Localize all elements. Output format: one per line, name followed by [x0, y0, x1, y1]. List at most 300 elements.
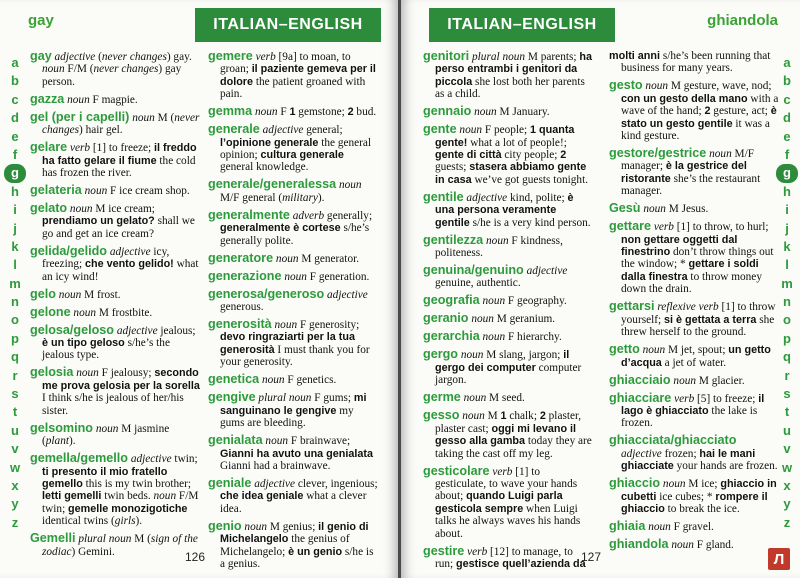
dictionary-entry	[208, 270, 378, 283]
dictionary-entry	[609, 79, 779, 142]
grammar-label: plural noun	[78, 533, 132, 546]
definition-text: today they are taking the cast off my leg.	[435, 435, 592, 460]
entry-headword: getto	[609, 342, 640, 357]
grammar-label: noun	[42, 63, 65, 76]
dictionary-entry	[208, 318, 378, 369]
definition-text: don’t throw things out the window; *	[621, 246, 774, 271]
entry-headword: Gemelli	[30, 531, 76, 546]
dictionary-entry	[423, 348, 593, 386]
grammar-label: never changes	[101, 51, 167, 63]
grammar-label: noun	[462, 410, 485, 423]
right-page-number: 127	[581, 550, 602, 564]
dictionary-entry	[208, 288, 378, 314]
right-column-1	[423, 50, 593, 575]
example-phrase: che vento gelido!	[84, 258, 174, 271]
dictionary-entry	[208, 178, 378, 204]
dictionary-entry	[609, 434, 779, 472]
dictionary-entry	[30, 93, 200, 106]
entry-headword: genetica	[208, 372, 260, 387]
dictionary-entry	[208, 50, 378, 101]
entry-headword: gazza	[30, 91, 65, 106]
thumb-index-letter: u	[11, 422, 19, 438]
definition-text: ) hair gel.	[79, 124, 123, 137]
dictionary-entry	[609, 538, 779, 551]
definition-text: M Jesus.	[665, 203, 709, 216]
grammar-label: girls	[114, 515, 136, 528]
example-phrase: è una persona veramente gentile	[435, 191, 574, 229]
entry-headword: gerarchia	[423, 329, 480, 344]
grammar-label: noun	[463, 392, 487, 405]
definition-text: [1] to throw, to hurl;	[673, 221, 769, 234]
definition-text: the general opinion;	[220, 136, 372, 162]
entry-headword: germe	[423, 390, 461, 405]
example-phrase: è stato un gesto gentile	[621, 105, 777, 130]
definition-text: we’ve got guests tonight.	[471, 173, 589, 186]
entry-headword: genio	[208, 518, 242, 533]
dictionary-entry	[30, 532, 200, 558]
entry-headword: gente	[423, 122, 457, 137]
thumb-index-letter: p	[783, 330, 791, 346]
definition-text: F ice cream shop.	[107, 185, 190, 198]
entry-headword: gelare	[30, 140, 68, 155]
dictionary-entry	[30, 366, 200, 417]
example-phrase: hai le mani ghiacciate	[621, 447, 756, 473]
example-phrase: 1	[289, 106, 296, 119]
dictionary-entry	[609, 477, 779, 515]
example-phrase: prendiamo un gelato?	[42, 215, 155, 228]
thumb-index-letter: m	[781, 275, 793, 291]
entry-headword: gennaio	[423, 104, 472, 119]
thumb-index-letter: g	[776, 164, 798, 182]
dictionary-entry	[423, 312, 593, 325]
entry-headword: gelato	[30, 201, 68, 216]
thumb-index-letter: q	[783, 349, 791, 365]
definition-text: F gravel.	[670, 520, 714, 533]
grammar-label: noun	[671, 538, 694, 551]
entry-headword: gelone	[30, 304, 71, 319]
entry-headword: gelosa/geloso	[30, 322, 114, 337]
definition-text: ).	[317, 191, 325, 204]
example-phrase: ghiaccio in cubetti	[621, 478, 777, 503]
example-phrase: secondo me prova gelosia per la sorella	[42, 367, 200, 392]
thumb-index-letter: v	[11, 441, 19, 457]
definition-text: F genetics.	[284, 374, 337, 387]
grammar-label: noun	[673, 374, 697, 387]
dictionary-entry	[423, 391, 593, 404]
grammar-label: noun	[284, 270, 307, 283]
definition-text: generous.	[220, 301, 264, 314]
definition-text: ).	[69, 435, 76, 448]
definition-text: my gums are bleeding.	[220, 404, 354, 430]
grammar-label: noun	[84, 185, 108, 198]
dictionary-entry	[208, 105, 378, 118]
example-phrase: un getto d’acqua	[621, 344, 771, 369]
grammar-label: noun	[642, 344, 666, 357]
grammar-label: sign of the zodiac	[42, 533, 198, 558]
grammar-label: noun	[76, 367, 99, 380]
grammar-label: noun	[471, 313, 494, 326]
grammar-label: adjective	[109, 245, 151, 258]
definition-text: F/M twin;	[42, 490, 199, 515]
dictionary-entry	[609, 220, 779, 295]
definition-text: gesture, act;	[710, 105, 771, 118]
dictionary-entry	[208, 373, 378, 386]
definition-text: guests;	[435, 161, 470, 174]
thumb-index-letter: d	[783, 110, 791, 126]
thumb-index-letter: n	[783, 294, 791, 310]
thumb-index-letter: w	[9, 459, 21, 475]
definition-text: [5] to freeze;	[694, 392, 759, 405]
definition-text: what a clever idea.	[220, 490, 367, 515]
dictionary-entry	[30, 306, 200, 319]
definition-text: ).	[135, 515, 143, 528]
dictionary-entry	[423, 234, 593, 260]
entry-headword: ghiaia	[609, 518, 646, 533]
grammar-label: noun	[645, 80, 669, 93]
entry-headword: gemere	[208, 49, 253, 63]
example-phrase: Gianni ha avuto una genialata	[220, 447, 373, 460]
definition-text: generally;	[324, 209, 373, 222]
thumb-index-letter: j	[785, 220, 789, 236]
dictionary-entry	[30, 111, 200, 137]
grammar-label: adjective	[54, 51, 96, 63]
definition-text: F brainwave;	[288, 435, 351, 448]
entry-headword: gettarsi	[609, 299, 655, 314]
left-language-banner: ITALIAN–ENGLISH	[195, 8, 381, 42]
entry-headword: gestore/gestrice	[609, 146, 707, 161]
entry-headword: gentile	[423, 189, 464, 204]
entry-headword: gergo	[423, 347, 458, 362]
grammar-label: military	[282, 191, 318, 204]
thumb-index-letter: h	[11, 183, 19, 199]
thumb-index-letter: m	[9, 275, 21, 291]
definition-text: M	[484, 410, 501, 423]
thumb-index-letter: q	[11, 349, 19, 365]
dictionary-entry	[30, 50, 200, 88]
definition-text: F gland.	[693, 538, 734, 551]
grammar-label: noun	[274, 319, 298, 332]
thumb-index-letter: k	[783, 238, 791, 254]
dictionary-entry	[609, 50, 779, 75]
definition-text: M (	[154, 111, 175, 124]
definition-text: (	[95, 51, 102, 63]
left-guide-word: gay	[28, 12, 54, 29]
definition-text: the lake is frozen.	[621, 404, 758, 430]
thumb-index-letter: y	[11, 496, 19, 512]
definition-text: she lost both her parents as a child.	[435, 75, 585, 101]
dictionary-entry	[423, 465, 593, 540]
thumb-index-letter: c	[783, 91, 791, 107]
dictionary-entry	[208, 123, 378, 174]
thumb-index-letter: s	[11, 386, 19, 402]
definition-text: M generator.	[298, 252, 360, 265]
entry-headword: gelateria	[30, 183, 82, 198]
definition-text: [9a] to moan, to groan;	[220, 51, 351, 76]
entry-headword: generalmente	[208, 207, 290, 222]
thumb-index-letter: a	[783, 55, 791, 70]
entry-headword: generatore	[208, 250, 274, 265]
example-phrase: il genio di Michelangelo	[220, 520, 369, 546]
entry-headword: ghiacciaio	[609, 372, 671, 387]
example-phrase: è un genio	[288, 545, 343, 558]
definition-text: I think s/he is jealous of her/his sister.	[42, 392, 184, 417]
right-language-banner: ITALIAN–ENGLISH	[429, 8, 615, 42]
dictionary-entry	[609, 392, 779, 430]
entry-headword: gengive	[208, 390, 256, 405]
right-guide-word: ghiandola	[707, 12, 778, 29]
grammar-label: noun	[709, 148, 732, 161]
entry-headword: generazione	[208, 268, 282, 283]
thumb-index-letter: x	[11, 477, 19, 493]
entry-headword: gelo	[30, 286, 56, 301]
dictionary-entry	[423, 50, 593, 101]
dictionary-entry	[609, 374, 779, 387]
entry-headword: gesso	[423, 408, 460, 423]
example-phrase: il freddo ha fatto gelare il fiume	[42, 142, 197, 167]
entry-headword: gelosia	[30, 365, 74, 380]
definition-text: general;	[303, 124, 343, 137]
thumb-index-letter: t	[12, 404, 18, 420]
right-column-2	[609, 50, 779, 556]
entry-headword: ghiacciata/ghiacciato	[609, 433, 737, 448]
example-phrase: letti gemelli	[42, 490, 102, 503]
dictionary-entry	[423, 264, 593, 290]
thumb-index-letter: u	[783, 422, 791, 438]
thumb-index-letter: h	[783, 183, 791, 199]
definition-text: city people;	[501, 149, 561, 162]
dictionary-entry	[609, 202, 779, 215]
grammar-label: noun	[648, 520, 671, 533]
example-phrase: rompere il ghiaccio	[621, 490, 768, 515]
example-phrase: il gergo dei computer	[435, 349, 570, 374]
definition-text: frozen;	[661, 447, 700, 460]
grammar-label: verb	[255, 51, 276, 63]
dictionary-entry	[30, 202, 200, 240]
definition-text: to throw money down the drain.	[621, 270, 762, 296]
example-phrase: gemelle monozigotiche	[68, 502, 188, 515]
definition-text: to break the ice.	[664, 502, 740, 515]
dictionary-entry	[30, 141, 200, 179]
dictionary-entry	[30, 422, 200, 448]
entry-headword: gelsomino	[30, 420, 93, 435]
dictionary-entry	[609, 343, 779, 369]
grammar-label: adjective	[327, 288, 368, 301]
thumb-index-letter: r	[12, 367, 18, 383]
example-phrase: devo ringraziarti per la tua generosità	[220, 331, 355, 356]
definition-text: the patient groaned with pain.	[220, 75, 366, 101]
grammar-label: noun	[265, 435, 289, 448]
dictionary-entry	[609, 147, 779, 198]
grammar-label: noun	[474, 106, 497, 119]
definition-text: your hands are frozen.	[673, 460, 778, 473]
thumb-index-letter: e	[11, 128, 19, 144]
grammar-label: plural noun	[472, 51, 526, 63]
definition-text: M ice cream;	[92, 203, 155, 216]
definition-text: F kindness, politeness.	[435, 234, 563, 260]
thumb-index-letter: f	[784, 146, 790, 162]
entry-headword: gel (per i capelli)	[30, 109, 130, 124]
example-phrase: ha perso entrambi i genitori da piccola	[435, 51, 592, 88]
example-phrase: oggi mi levano il gesso alla gamba	[435, 422, 577, 448]
definition-text: ) gay.	[166, 51, 192, 63]
definition-text: twin beds.	[101, 490, 154, 503]
grammar-label: verb	[674, 392, 695, 405]
grammar-label: noun	[244, 520, 268, 533]
grammar-label: adverb	[292, 209, 325, 222]
definition-text: F gums;	[311, 392, 354, 405]
entry-headword: gemella/gemello	[30, 451, 128, 466]
thumb-index-letter: b	[11, 73, 19, 89]
entry-headword: generale/generalessa	[208, 177, 337, 192]
grammar-label: noun	[69, 203, 93, 216]
example-phrase: 2	[704, 105, 711, 118]
definition-text: M jasmine (	[42, 422, 170, 448]
example-phrase: l’opinione generale	[220, 136, 319, 149]
example-phrase: 2	[539, 410, 546, 423]
example-phrase: cultura generale	[260, 149, 344, 162]
definition-text: M frost.	[81, 288, 121, 301]
example-phrase: gettare i soldi dalla finestra	[621, 258, 759, 283]
example-phrase: con un gesto della mano	[621, 92, 748, 105]
definition-text: twin;	[171, 453, 198, 466]
definition-text: M slang, jargon;	[483, 349, 564, 362]
example-phrase: si è gettata a terra	[663, 313, 757, 326]
entry-headword: geranio	[423, 311, 469, 326]
definition-text: a jet of water.	[661, 356, 727, 369]
thumb-index-letter: l	[13, 257, 17, 273]
definition-text: M frostbite.	[96, 306, 153, 319]
definition-text: kind, polite;	[507, 191, 568, 204]
definition-text: ice cubes; *	[656, 490, 716, 503]
dictionary-entry	[423, 105, 593, 118]
example-phrase: è un tipo geloso	[42, 337, 125, 350]
example-phrase: generalmente è cortese	[220, 222, 341, 235]
definition-text: F hierarchy.	[505, 331, 562, 344]
grammar-label: noun	[338, 179, 362, 192]
thumb-index-letter: f	[12, 146, 18, 162]
definition-text: F people;	[482, 124, 531, 137]
definition-text: s/he’s been running that business for many years.	[621, 50, 771, 75]
definition-text: M/F general (	[220, 191, 283, 204]
right-page	[401, 0, 800, 578]
entry-headword: ghiacciare	[609, 390, 672, 405]
definition-text: M geranium.	[493, 313, 556, 326]
thumb-index-letter: x	[783, 477, 791, 493]
grammar-label: noun	[153, 490, 177, 503]
thumb-index-letter: t	[784, 404, 790, 420]
definition-text: s/he is a genius.	[220, 545, 374, 570]
definition-text: M ice;	[685, 478, 721, 491]
definition-text: M glacier.	[696, 374, 745, 387]
definition-text: [1] to freeze;	[90, 142, 154, 155]
definition-text: computer jargon.	[435, 361, 582, 387]
thumb-index-letter: j	[13, 220, 17, 236]
entry-headword: genuina/genuino	[423, 263, 524, 278]
grammar-label: plant	[45, 435, 69, 448]
definition-text: [1] to gesticulate, to wave your hands about;	[435, 465, 578, 503]
grammar-label: adjective	[621, 447, 662, 460]
grammar-label: verb	[69, 142, 91, 155]
definition-text: what an icy wind!	[42, 258, 199, 283]
definition-text: F magpie.	[89, 93, 138, 106]
definition-text: shall we go and get an ice cream?	[42, 215, 195, 240]
grammar-label: adjective	[116, 324, 158, 337]
dictionary-entry	[423, 330, 593, 343]
example-phrase: che idea geniale	[220, 490, 304, 503]
right-thumb-index	[776, 54, 798, 532]
thumb-index-letter: p	[11, 330, 19, 346]
definition-text: the genius of Michelangelo;	[220, 533, 350, 558]
grammar-label: noun	[459, 124, 483, 137]
definition-text: [12] to manage, to run;	[435, 545, 573, 570]
definition-text: it was a kind gesture.	[621, 117, 770, 143]
grammar-label: noun	[58, 288, 82, 301]
dictionary-entry	[30, 288, 200, 301]
thumb-index-letter: s	[783, 386, 791, 402]
definition-text: when Luigi talks he always waves his hands about.	[435, 502, 581, 540]
entry-headword: generale	[208, 122, 260, 137]
definition-text: Gianni had a brainwave.	[220, 459, 331, 472]
grammar-label: noun	[275, 252, 299, 265]
definition-text: M January.	[496, 106, 550, 119]
thumb-index-letter: i	[13, 202, 17, 218]
definition-text: the cold has frozen the river.	[42, 154, 196, 180]
grammar-label: noun	[254, 106, 278, 119]
definition-text: M/F manager;	[621, 148, 755, 173]
entry-headword: ghiandola	[609, 536, 669, 551]
definition-text: bud.	[353, 106, 377, 119]
definition-text: she’s the restaurant manager.	[621, 172, 761, 198]
thumb-index-letter: v	[783, 441, 791, 457]
definition-text: F/M (	[64, 63, 94, 76]
entry-headword: ghiaccio	[609, 476, 661, 491]
dictionary-entry	[423, 123, 593, 186]
definition-text: M genius;	[267, 520, 319, 533]
dictionary-entry	[208, 391, 378, 429]
definition-text: s/he’s the jealous type.	[42, 337, 170, 362]
entry-headword: generosa/generoso	[208, 286, 325, 301]
thumb-index-letter: n	[11, 294, 19, 310]
dictionary-entry	[208, 520, 378, 571]
thumb-index-letter: g	[4, 164, 26, 182]
thumb-index-letter: o	[783, 312, 791, 328]
grammar-label: noun	[482, 331, 506, 344]
grammar-label: noun	[261, 374, 285, 387]
definition-text: chalk;	[506, 410, 540, 423]
grammar-label: noun	[67, 93, 90, 106]
definition-text: F	[277, 106, 290, 119]
thumb-index-letter: c	[11, 91, 19, 107]
definition-text: F geography.	[505, 295, 567, 308]
grammar-label: verb	[467, 545, 488, 558]
definition-text: general knowledge.	[220, 161, 309, 174]
entry-headword: gay	[30, 49, 52, 63]
definition-text: [1] to throw yourself;	[621, 301, 776, 326]
definition-text: M jet, spout;	[665, 344, 729, 357]
definition-text: she threw herself to the ground.	[621, 313, 775, 339]
definition-text: clever, ingenious;	[295, 477, 378, 490]
dictionary-entry	[423, 294, 593, 307]
definition-text: identical twins (	[42, 515, 115, 528]
grammar-label: never changes	[42, 111, 200, 137]
grammar-label: reflexive verb	[657, 301, 719, 314]
thumb-index-letter: e	[783, 128, 791, 144]
example-phrase: gente di città	[435, 149, 502, 162]
thumb-index-letter: d	[11, 110, 19, 126]
entry-headword: genialata	[208, 433, 263, 448]
example-phrase: molti anni	[609, 50, 660, 62]
entry-headword: gentilezza	[423, 232, 484, 247]
